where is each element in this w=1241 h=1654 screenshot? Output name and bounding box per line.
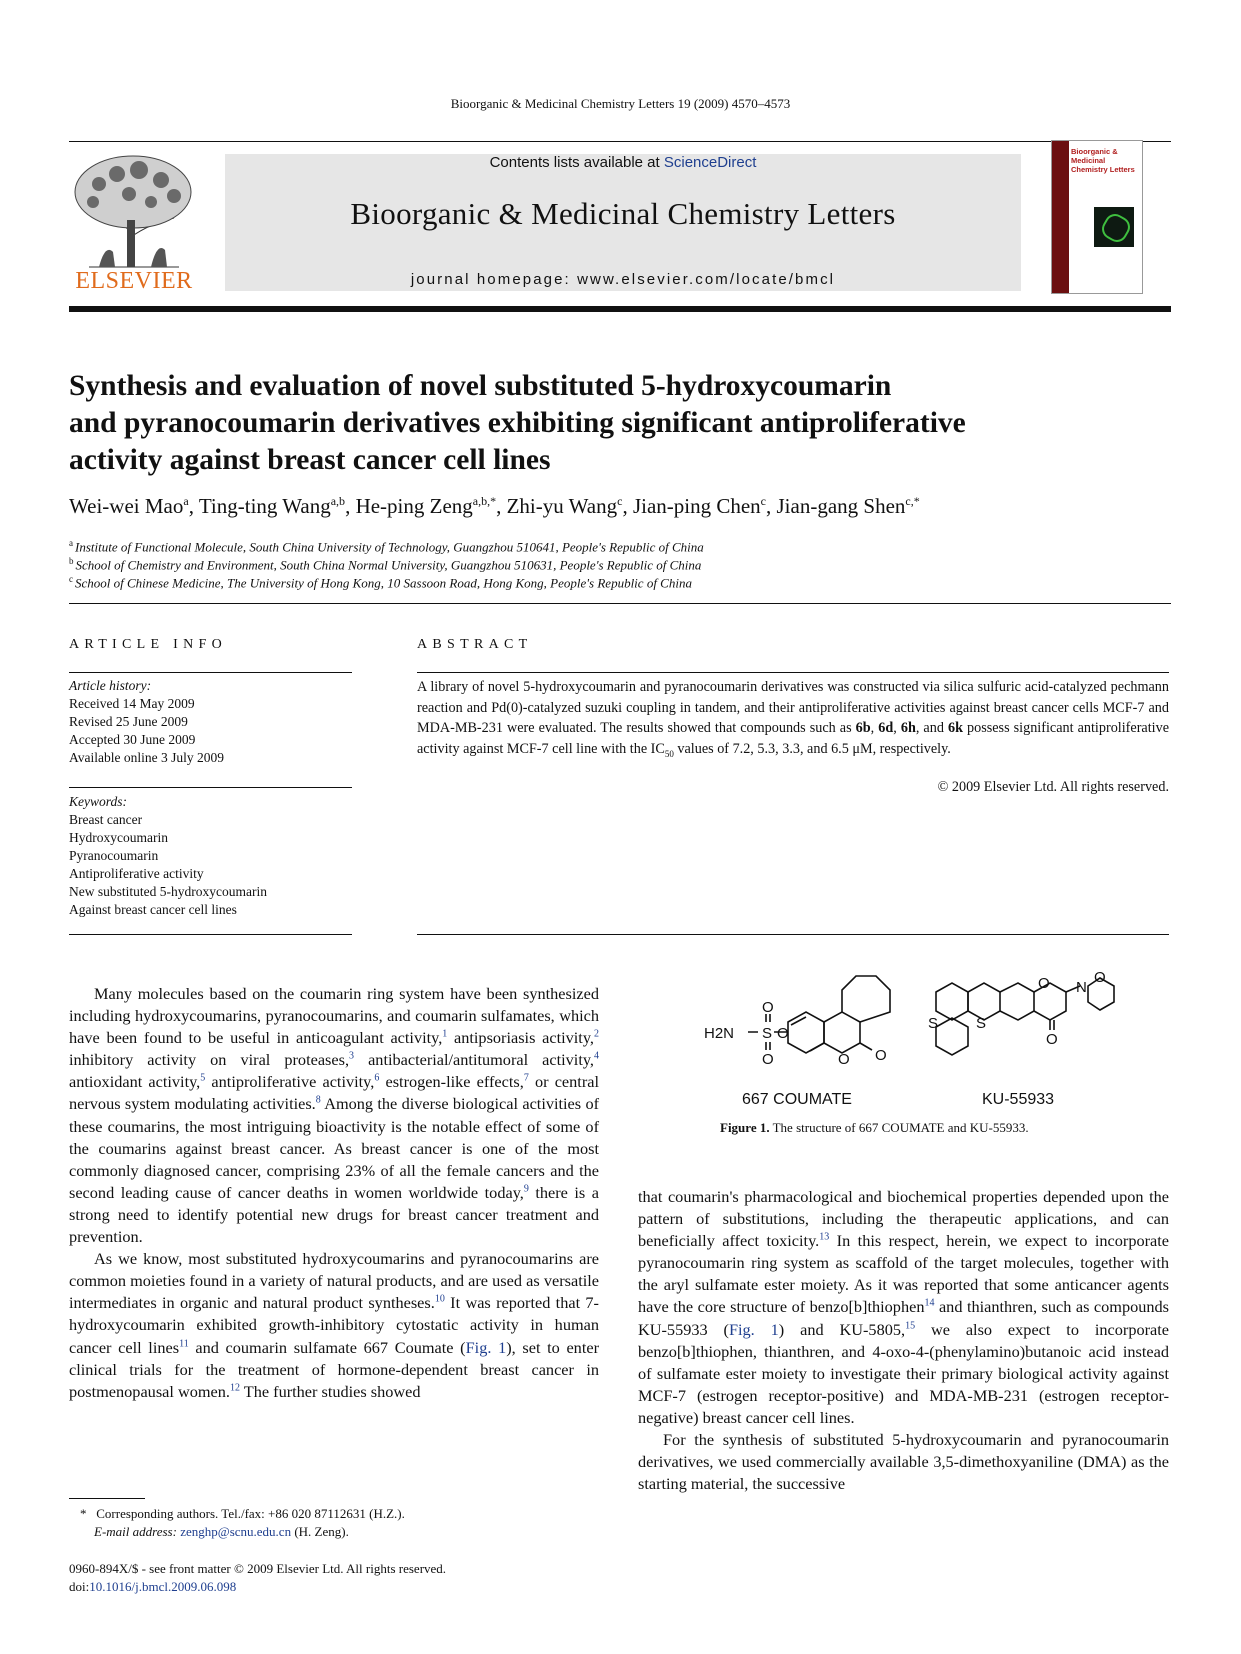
text-run: that coumarin's pharmacological and biochemical properties depended upon the pattern of substitutions, including the therapeutic applications, and can beneficially affect toxicity. [638, 1187, 1169, 1251]
paragraph [69, 1248, 599, 1403]
keyword: Antiproliferative activity [69, 866, 204, 881]
article-info-bottom-rule [69, 934, 352, 935]
journal-cover-thumbnail [1051, 140, 1143, 294]
keyword: Against breast cancer cell lines [69, 902, 237, 917]
affiliation [69, 574, 692, 591]
contents-prefix: Contents lists available at [489, 154, 664, 171]
text-run: The further studies showed [239, 1381, 421, 1401]
citation-ref[interactable]: 9 [523, 1183, 529, 1195]
keyword: Pyranocoumarin [69, 848, 159, 863]
figure-1-caption [720, 1120, 1029, 1136]
corresponding-footnote [80, 1505, 600, 1541]
abstract-sep: , [893, 720, 901, 736]
author-affil-sup: c,* [905, 494, 920, 508]
atom-label: S [762, 1025, 773, 1042]
citation-ref[interactable]: 1 [442, 1028, 448, 1040]
citation-ref[interactable]: 5 [200, 1072, 206, 1084]
author-affil-sup: a,b,* [472, 494, 497, 508]
figure-link[interactable]: Fig. 1 [728, 1319, 779, 1339]
footnote-star: * [80, 1506, 87, 1521]
author-affil-sup: c [617, 494, 623, 508]
text-run: Many molecules based on the coumarin ring system have been synthesized including hydroxycoumarins, pyranocoumarins, and coumarin sulfamates, which have been found to be useful in anticoagulant activity, [69, 984, 599, 1048]
citation-ref[interactable]: 2 [594, 1028, 599, 1040]
compound-id: 6h [900, 720, 916, 736]
citation-ref[interactable]: 11 [179, 1338, 189, 1350]
keywords-rule [69, 787, 352, 788]
body-left-column [69, 983, 599, 1403]
affiliation-text: Institute of Functional Molecule, South China University of Technology, Guangzhou 510641, People's Republic of China [75, 539, 704, 555]
text-run: As we know, most substituted hydroxycoumarins and pyranocoumarins are common moieties found in a variety of natural products, and are used as versatile intermediates in organic and natural product syntheses. [69, 1249, 599, 1313]
text-run: ) and KU-5805, [778, 1319, 906, 1339]
text-run: Among the diverse biological activities of these coumarins, the most intriguing bioactivity is the notable effect of some of the coumarins against breast cancer. As breast cancer is one of the most commonly diagnosed cancer, comprising 23% of all the female cancers and the second leading cause of cancer deaths in women worldwide today, [69, 1094, 600, 1202]
sciencedirect-link[interactable]: ScienceDirect [663, 154, 757, 171]
figure-label-ku55933: KU-55933 [982, 1091, 1055, 1108]
compound-id: 6d [878, 720, 894, 736]
email-label: E-mail address: [94, 1524, 181, 1539]
title-line: Synthesis and evaluation of novel substituted 5-hydroxycoumarin [69, 370, 892, 402]
journal-citation: Bioorganic & Medicinal Chemistry Letters 19 (2009) 4570–4573 [450, 96, 791, 111]
text-run: we also expect to incorporate benzo[b]thiophen, thianthren, and 4-oxo-4-(phenylamino)butanoic acid instead of sulfamate ester moiety to investigate their primary biological activity against MCF-7 (estrogen receptor-positive) and MDA-MB-231 (estrogen receptor-negative) breast cancer cell lines. [638, 1319, 1169, 1427]
atom-label: S [928, 1015, 939, 1032]
keywords [69, 793, 352, 919]
citation-ref[interactable]: 6 [374, 1072, 380, 1084]
atom-label: O [875, 1047, 887, 1064]
atom-label: O [838, 1051, 850, 1068]
author-affil-sup: a [183, 494, 189, 508]
journal-homepage[interactable]: journal homepage: www.elsevier.com/locate/bmcl [410, 271, 836, 288]
author-name: He-ping Zeng [355, 494, 473, 518]
history-item: Available online 3 July 2009 [69, 750, 224, 765]
text-run: antioxidant activity, [69, 1072, 201, 1092]
text-run: antibacterial/antitumoral activity, [354, 1050, 595, 1070]
affiliation-sup: b [69, 556, 74, 566]
affiliation-sup: c [69, 574, 73, 584]
atom-label: O [777, 1025, 789, 1042]
citation-ref[interactable]: 3 [349, 1050, 355, 1062]
text-run: and thianthren, such as compounds KU-55933 ( [638, 1297, 1169, 1339]
paragraph [69, 983, 599, 1248]
article-info-heading: ARTICLE INFO [69, 637, 228, 652]
author-name: Jian-gang Shen [776, 494, 906, 518]
author-list: Wei-wei Mao$^a$, Ting-ting Wang$^{a,b}$, He-ping Zeng$^{a,b,*}$, Zhi-yu Wang$^c$, Jian-ping Chen$^c$, Jian-gang Shen$^{c,*}$ [69, 494, 920, 518]
atom-label: O [1038, 975, 1050, 992]
caption-label: Figure 1. [720, 1120, 770, 1135]
title-line: and pyranocoumarin derivatives exhibiting significant antiproliferative [69, 407, 966, 439]
bottom-info [69, 1560, 669, 1596]
citation-ref[interactable]: 4 [594, 1050, 600, 1062]
author-affil-sup: a,b [330, 494, 346, 508]
citation-ref[interactable]: 13 [819, 1231, 830, 1243]
abstract-text [417, 677, 1169, 764]
cover-molecule-image [1094, 207, 1134, 247]
paragraph [638, 1186, 1169, 1429]
text-run: antiproliferative activity, [205, 1072, 375, 1092]
footnote-text: Corresponding authors. Tel./fax: +86 020 87112631 (H.Z.). [96, 1506, 405, 1521]
email-suffix: (H. Zeng). [291, 1524, 349, 1539]
text-run: For the synthesis of substituted 5-hydroxycoumarin and pyranocoumarin derivatives, we used commercially available 3,5-dimethoxyaniline (DMA) as the starting material, the successive [638, 1430, 1169, 1494]
affiliation-sup: a [69, 538, 73, 548]
citation-ref[interactable]: 14 [924, 1298, 935, 1310]
keyword: Breast cancer [69, 812, 143, 827]
paragraph [638, 1429, 1169, 1495]
abstract-sep: , [870, 720, 879, 736]
article-info-rule [69, 672, 352, 673]
figure-link[interactable]: Fig. 1 [465, 1337, 507, 1357]
keyword: Hydroxycoumarin [69, 830, 168, 845]
header-thick-rule [69, 306, 1171, 312]
abstract-part: values of 7.2, 5.3, 3.3, and 6.5 μM, respectively. [673, 740, 951, 757]
abstract-heading: ABSTRACT [417, 637, 533, 652]
text-run: and coumarin sulfamate 667 Coumate ( [188, 1337, 466, 1357]
author-affil-sup: c [760, 494, 766, 508]
article-history [69, 677, 352, 767]
caption-text: The structure of 667 COUMATE and KU-55933. [769, 1120, 1029, 1135]
affiliation [69, 538, 704, 555]
abstract-part: possess significant antiproliferative activity against MCF-7 cell line with the IC [417, 720, 1169, 757]
cover-title: Bioorganic & Medicinal Chemistry Letters [1071, 147, 1135, 174]
citation-ref[interactable]: 10 [434, 1293, 445, 1305]
text-run: or central nervous system modulating activities. [69, 1072, 599, 1114]
abstract-part: A library of novel 5-hydroxycoumarin and pyranocoumarin derivatives was constructed via silica sulfuric acid-catalyzed pechmann reaction and Pd(0)-catalyzed suzuki coupling in tandem, and their antiproliferative activities against breast cancer cells MCF-7 and MDA-MB-231 were evaluated. The results showed that compounds such as [417, 679, 1169, 736]
affiliation-text: School of Chemistry and Environment, South China Normal University, Guangzhou 510631, People's Republic of China [75, 557, 702, 573]
compound-id: 6b [855, 720, 871, 736]
abstract-bottom-rule [417, 934, 1169, 935]
citation-ref[interactable]: 15 [905, 1320, 916, 1332]
compound-id: 6k [947, 720, 963, 736]
ic50-subscript: 50 [664, 748, 674, 759]
citation-ref[interactable]: 7 [523, 1072, 529, 1084]
header-top-rule [69, 141, 1171, 142]
email-link[interactable]: zenghp@scnu.edu.cn [180, 1524, 292, 1539]
history-item: Accepted 30 June 2009 [69, 732, 196, 747]
atom-label: S [976, 1015, 987, 1032]
footnote-rule [69, 1498, 145, 1499]
contents-line [225, 154, 1021, 171]
affiliation-text: School of Chinese Medicine, The University of Hong Kong, 10 Sassoon Road, Hong Kong, People's Republic of China [75, 575, 692, 591]
citation-ref[interactable]: 12 [229, 1382, 240, 1394]
history-label: Article history: [69, 678, 152, 693]
figure-label-coumate: 667 COUMATE [742, 1091, 852, 1108]
body-right-column [638, 1186, 1169, 1495]
elsevier-tree-logo [69, 152, 199, 270]
text-run: inhibitory activity on viral proteases, [69, 1050, 350, 1070]
ku55933-structure [936, 978, 1114, 1055]
abstract-sep: , and [915, 720, 948, 736]
title-line: activity against breast cancer cell lines [69, 444, 551, 476]
author-name: Ting-ting Wang [198, 494, 331, 518]
text-run: estrogen-like effects, [379, 1072, 524, 1092]
citation-ref[interactable]: 8 [315, 1095, 321, 1107]
atom-label: O [762, 1051, 774, 1068]
atom-label: O [1094, 972, 1106, 986]
atom-label: O [762, 999, 774, 1016]
keyword: New substituted 5-hydroxycoumarin [69, 884, 267, 899]
abstract-copyright: © 2009 Elsevier Ltd. All rights reserved. [937, 779, 1169, 795]
text-run: In this respect, herein, we expect to incorporate pyranocoumarin ring system as scaffold of the target molecules, together with the aryl sulfamate ester moiety. As it was reported that some anticancer agents have the core structure of benzo[b]thiophen [638, 1231, 1169, 1317]
author-name: Wei-wei Mao [69, 494, 184, 518]
atom-label: O [1046, 1031, 1058, 1048]
issn-line: 0960-894X/$ - see front matter © 2009 Elsevier Ltd. All rights reserved. [69, 1561, 447, 1576]
text-run: It was reported that 7-hydroxycoumarin exhibited growth-inhibitory cytostatic activity in human cancer cell lines [69, 1293, 599, 1357]
text-run: ), set to enter clinical trials for the treatment of hormone-dependent breast cancer in postmenopausal women. [69, 1337, 599, 1401]
figure-1-structures [700, 972, 1120, 1110]
history-item: Received 14 May 2009 [69, 696, 195, 711]
abstract-rule [417, 672, 1169, 673]
cover-spine [1052, 141, 1069, 293]
journal-title: Bioorganic & Medicinal Chemistry Letters [350, 196, 896, 231]
doi-link[interactable]: 10.1016/j.bmcl.2009.06.098 [89, 1579, 237, 1594]
author-name: Zhi-yu Wang [506, 494, 618, 518]
elsevier-wordmark: ELSEVIER [75, 268, 193, 294]
author-name: Jian-ping Chen [632, 494, 761, 518]
text-run: antipsoriasis activity, [447, 1028, 594, 1048]
text-run: there is a strong need to identify potential new drugs for breast cancer treatment and prevention. [69, 1182, 599, 1247]
atom-label: H2N [704, 1025, 735, 1042]
affiliations-rule [69, 603, 1171, 604]
doi-prefix: doi: [69, 1579, 90, 1594]
affiliation [69, 556, 701, 573]
atom-label: N [1076, 979, 1087, 996]
article-title [69, 368, 1179, 479]
history-item: Revised 25 June 2009 [69, 714, 188, 729]
keywords-label: Keywords: [69, 794, 127, 809]
